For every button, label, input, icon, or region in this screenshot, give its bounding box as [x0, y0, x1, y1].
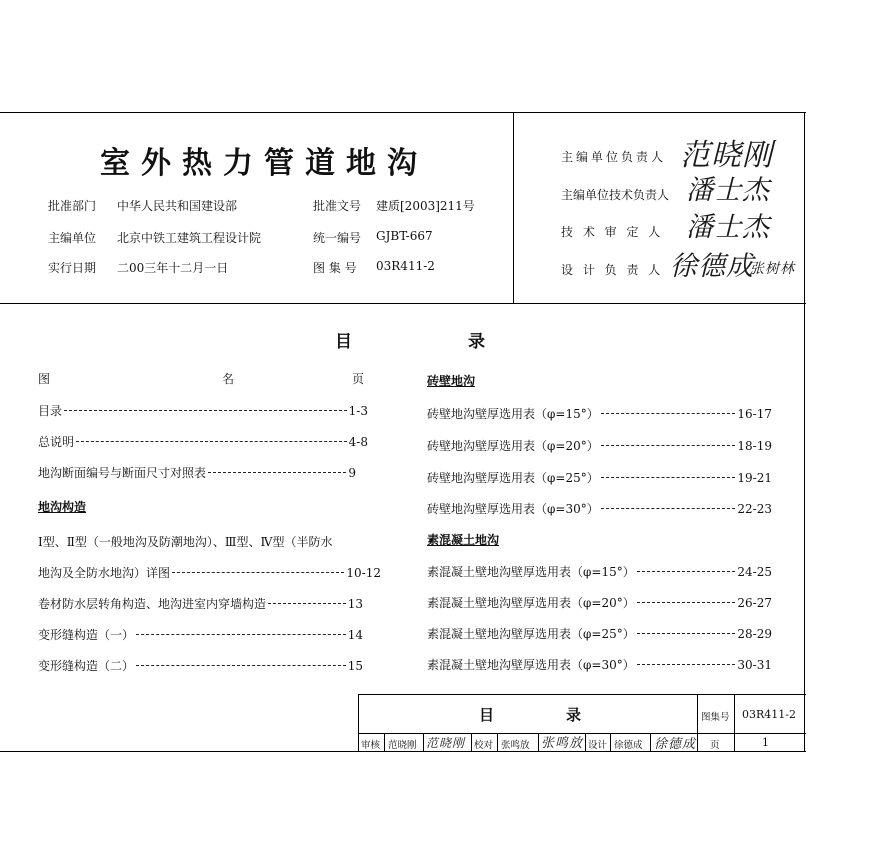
- titleblock-review-signature: 范晓刚: [426, 736, 466, 750]
- editor-unit-label: 主编单位: [48, 231, 97, 245]
- toc-entry-name: 砖壁地沟壁厚选用表（φ=25°）: [427, 471, 599, 485]
- toc-entry-page: 24-25: [737, 565, 772, 579]
- unified-no-label: 统一编号: [313, 231, 362, 245]
- toc-entry-name: 砖壁地沟壁厚选用表（φ=30°）: [427, 502, 599, 516]
- toc-entry-page: 10-12: [346, 566, 381, 580]
- header-divider: [513, 112, 514, 303]
- toc-col-page: 页: [352, 372, 365, 386]
- toc-entry-line: Ⅰ型、Ⅱ型（一般地沟及防潮地沟）、Ⅲ型、Ⅳ型（半防水: [38, 535, 333, 549]
- toc-entry-page: 1-3: [348, 404, 368, 418]
- toc-entry-page: 16-17: [737, 407, 772, 421]
- toc-heading-left: 目: [335, 332, 352, 352]
- approval-doc-label: 批准文号: [313, 199, 362, 213]
- toc-entry-page: 15: [347, 659, 363, 673]
- leader-dots: [76, 441, 347, 442]
- toc-entry: [427, 594, 772, 611]
- toc-entry-name: 砖壁地沟壁厚选用表（φ=15°）: [427, 407, 599, 421]
- atlas-no-label: 图 集 号: [313, 261, 357, 275]
- toc-entry: [427, 405, 772, 422]
- toc-entry: [427, 469, 772, 486]
- leader-dots: [268, 603, 346, 604]
- signature-design-lead: 徐德成: [670, 251, 754, 282]
- toc-entry-page: 30-31: [737, 658, 772, 672]
- approval-doc-value: 建质[2003]211号: [376, 199, 475, 213]
- impl-date-value: 二00三年十二月一日: [117, 261, 229, 275]
- toc-entry: [427, 563, 772, 580]
- toc-entry-name: 砖壁地沟壁厚选用表（φ=20°）: [427, 439, 599, 453]
- titleblock-check-label: 校对: [474, 740, 494, 751]
- toc-col-name: 名: [222, 372, 235, 386]
- leader-dots: [637, 602, 736, 603]
- toc-entry: [427, 656, 772, 673]
- tb-col-6: [585, 733, 586, 752]
- toc-col-fig: 图: [38, 372, 51, 386]
- toc-entry: [427, 500, 772, 517]
- tb-col-3: [471, 733, 472, 752]
- approval-dept-value: 中华人民共和国建设部: [117, 199, 238, 213]
- toc-entry-name: 地沟断面编号与断面尺寸对照表: [38, 466, 207, 480]
- toc-entry-name: 素混凝土壁地沟壁厚选用表（φ=30°）: [427, 658, 635, 672]
- toc-entry: [38, 626, 363, 643]
- toc-entry-page: 9: [348, 466, 356, 480]
- titleblock-review-label: 审核: [361, 740, 381, 751]
- toc-entry-page: 28-29: [737, 627, 772, 641]
- right-border: [804, 112, 805, 752]
- leader-dots: [601, 413, 736, 414]
- toc-entry-page: 4-8: [348, 435, 368, 449]
- titleblock-top: [358, 694, 806, 695]
- section-heading-concrete: 素混凝土地沟: [427, 533, 500, 547]
- tb-col-5: [538, 733, 539, 752]
- top-border: [0, 112, 806, 113]
- titleblock-design-signature: 徐德成: [654, 737, 697, 752]
- titleblock-atlas-value: 03R411-2: [742, 708, 796, 721]
- approval-dept-label: 批准部门: [48, 199, 97, 213]
- toc-entry-page: 19-21: [737, 471, 772, 485]
- tb-col-4: [497, 733, 498, 752]
- role-tech-reviewer-label: 技 术 审 定 人: [561, 225, 664, 239]
- header-bottom-rule: [0, 303, 806, 304]
- atlas-no-value: 03R411-2: [376, 259, 435, 273]
- toc-entry: [427, 437, 772, 454]
- toc-entry-name: 变形缝构造（二）: [38, 659, 135, 673]
- tb-col-2: [423, 733, 424, 752]
- section-heading-structure: 地沟构造: [38, 500, 87, 514]
- toc-entry-name: 素混凝土壁地沟壁厚选用表（φ=20°）: [427, 596, 635, 610]
- tb-col-7: [610, 733, 611, 752]
- toc-entry-name: 卷材防水层转角构造、地沟进室内穿墙构造: [38, 597, 267, 611]
- tb-col-1: [384, 733, 385, 752]
- signature-chief-tech: 潘士杰: [686, 175, 770, 206]
- titleblock-review-name: 范晓刚: [388, 740, 417, 751]
- toc-entry-page: 13: [347, 597, 363, 611]
- titleblock-left: [358, 694, 359, 752]
- toc-entry: [38, 564, 381, 581]
- tb-col-8: [650, 733, 651, 752]
- leader-dots: [637, 571, 736, 572]
- toc-entry-name: 总说明: [38, 435, 75, 449]
- toc-entry: [38, 433, 368, 450]
- role-design-lead-label: 设 计 负 责 人: [561, 263, 664, 277]
- titleblock-check-name: 张鸣放: [501, 740, 530, 751]
- titleblock-atlas-label: 图集号: [701, 712, 730, 723]
- titleblock-page-label: 页: [710, 740, 720, 751]
- leader-dots: [601, 445, 736, 446]
- role-chief-unit-label: 主编单位负责人: [561, 150, 667, 164]
- toc-entry-name: 素混凝土壁地沟壁厚选用表（φ=25°）: [427, 627, 635, 641]
- toc-entry-page: 18-19: [737, 439, 772, 453]
- leader-dots: [172, 572, 344, 573]
- leader-dots: [637, 633, 736, 634]
- leader-dots: [637, 664, 736, 665]
- toc-entry-name: 素混凝土壁地沟壁厚选用表（φ=15°）: [427, 565, 635, 579]
- signature-tech-reviewer: 潘士杰: [686, 212, 770, 243]
- titleblock-value-divider: [734, 694, 735, 752]
- toc-entry: [427, 625, 772, 642]
- titleblock-design-name: 徐德成: [614, 740, 643, 751]
- signature-chief-unit: 范晓刚: [680, 138, 773, 173]
- leader-dots: [601, 508, 736, 509]
- titleblock-design-label: 设计: [588, 740, 608, 751]
- toc-entry-name: 地沟及全防水地沟）详图: [38, 566, 171, 580]
- leader-dots: [208, 472, 346, 473]
- toc-entry: [38, 464, 356, 481]
- page-title: 室外热力管道地沟: [100, 146, 428, 181]
- titleblock-title-right: 录: [566, 706, 586, 724]
- section-heading-brick: 砖壁地沟: [427, 374, 476, 388]
- toc-entry-page: 26-27: [737, 596, 772, 610]
- titleblock-page-value: 1: [762, 736, 769, 749]
- toc-entry: [38, 657, 363, 674]
- toc-entry-page: 14: [347, 628, 363, 642]
- leader-dots: [136, 665, 346, 666]
- unified-no-value: GJBT-667: [376, 229, 433, 243]
- leader-dots: [136, 634, 346, 635]
- editor-unit-value: 北京中铁工建筑工程设计院: [117, 231, 262, 245]
- role-chief-tech-label: 主编单位技术负责人: [561, 188, 670, 202]
- toc-entry: [38, 402, 368, 419]
- titleblock-atlas-divider: [697, 694, 698, 752]
- toc-entry-name: 变形缝构造（一）: [38, 628, 135, 642]
- signature-extra: 张树林: [750, 261, 795, 277]
- impl-date-label: 实行日期: [48, 261, 97, 275]
- toc-entry-name: 目录: [38, 404, 63, 418]
- toc-entry: [38, 595, 363, 612]
- leader-dots: [601, 477, 736, 478]
- titleblock-title-left: 目: [479, 706, 499, 724]
- toc-entry-page: 22-23: [737, 502, 772, 516]
- leader-dots: [64, 410, 347, 411]
- toc-heading-right: 录: [468, 332, 485, 352]
- titleblock-check-signature: 张鸣放: [541, 736, 584, 751]
